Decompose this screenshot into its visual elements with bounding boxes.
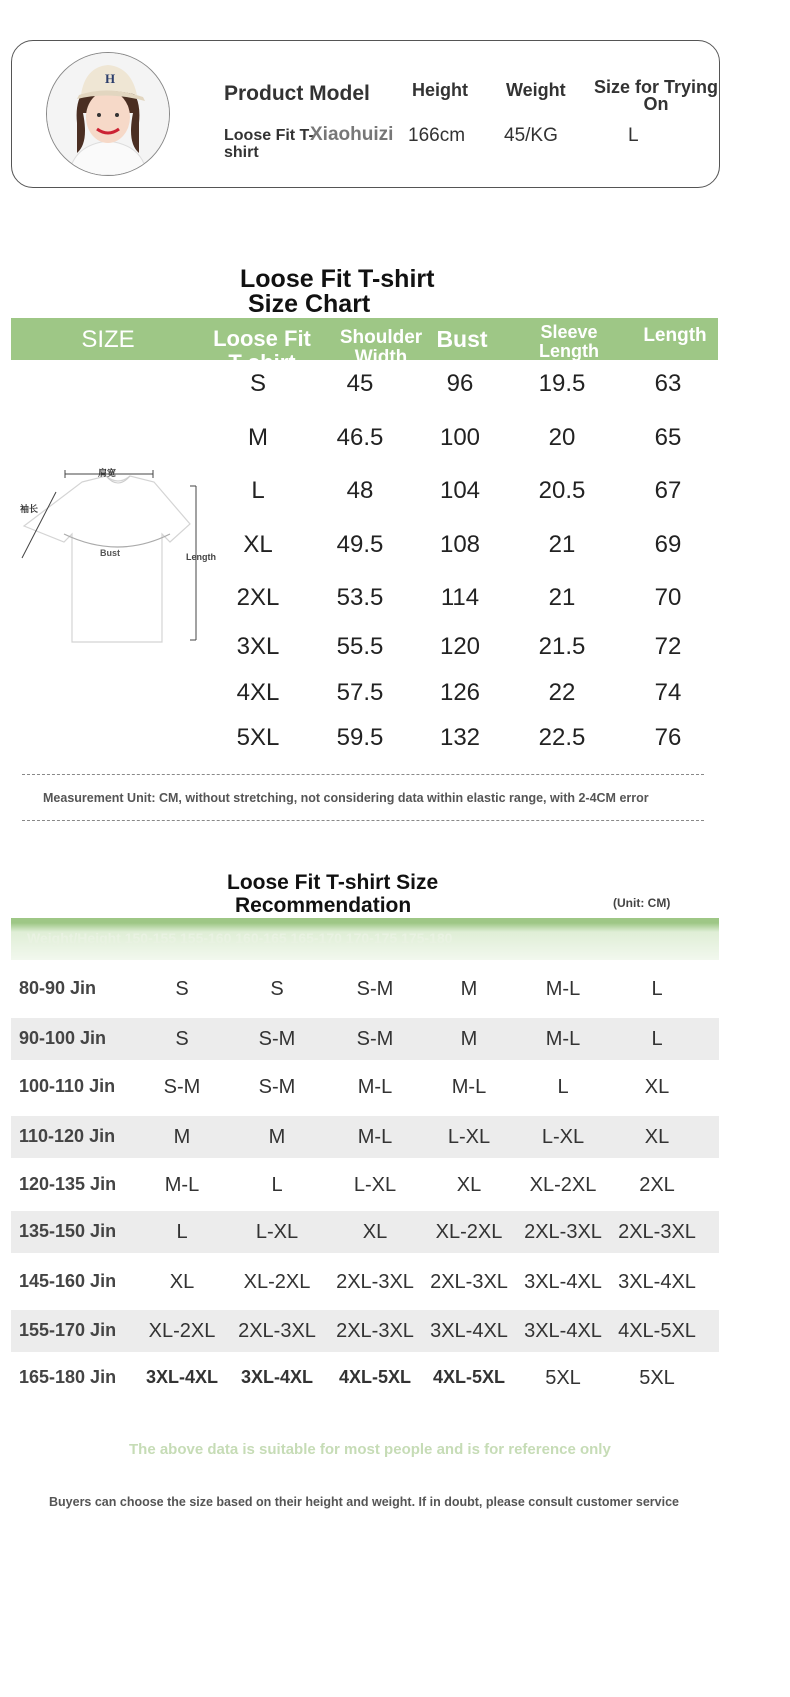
size-cell: S-M	[258, 1028, 296, 1050]
size-cell: M-L	[451, 1076, 487, 1098]
model-height-value: 166cm	[408, 125, 466, 146]
bust-label: Bust	[100, 548, 120, 558]
size-cell: M-L	[357, 1076, 393, 1098]
height-header: Height	[412, 80, 468, 100]
size-cell: 2XL	[236, 584, 280, 611]
size-cell: XL	[169, 1271, 195, 1293]
recommendation-title-line1: Loose Fit T-shirt Size	[227, 871, 439, 894]
recommendation-header-text: Weight/Height 150-155 155-160 160-165 165-170 170-175 175-180	[27, 930, 453, 946]
size-cell: 2XL-3XL	[524, 1221, 602, 1243]
size-cell: S	[175, 1028, 189, 1050]
size-cell: 3XL-4XL	[240, 1367, 314, 1387]
recommendation-header-bar	[11, 918, 719, 960]
size-cell: XL-2XL	[243, 1271, 311, 1293]
size-cell: XL-2XL	[529, 1174, 597, 1196]
measurement-note: Measurement Unit: CM, without stretching, not considering data within elastic range, with 2-4CM error	[43, 791, 649, 805]
bust-cell: 132	[439, 724, 481, 751]
size-cell: M-L	[357, 1126, 393, 1148]
bust-cell: 96	[446, 370, 474, 397]
shoulder-cell: 53.5	[336, 584, 384, 611]
shoulder-cell: 45	[346, 370, 374, 397]
size-cell: 3XL-4XL	[524, 1320, 602, 1342]
length-label: Length	[186, 552, 216, 562]
product-column-header: Loose Fit T-shirt	[213, 326, 311, 375]
recommendation-row	[11, 1261, 719, 1303]
size-cell: 2XL-3XL	[336, 1320, 414, 1342]
size-cell: S-M	[356, 978, 394, 1000]
recommendation-row	[11, 1357, 719, 1399]
size-cell: 3XL-4XL	[145, 1367, 219, 1387]
size-cell: 4XL-5XL	[338, 1367, 412, 1387]
sleeve-cell: 21	[548, 584, 576, 611]
shoulder-cell: 59.5	[336, 724, 384, 751]
size-cell: 3XL-4XL	[430, 1320, 508, 1342]
size-cell: M	[268, 1126, 286, 1148]
size-chart-title-line2: Size Chart	[248, 290, 371, 318]
size-cell: 3XL-4XL	[618, 1271, 696, 1293]
size-cell: 2XL-3XL	[238, 1320, 316, 1342]
bust-cell: 100	[439, 424, 481, 451]
model-weight-value: 45/KG	[504, 125, 558, 146]
size-cell: L-XL	[255, 1221, 299, 1243]
bust-cell: 120	[439, 633, 481, 660]
size-cell: M-L	[545, 1028, 581, 1050]
size-cell: 4XL-5XL	[432, 1367, 506, 1387]
recommendation-row	[11, 1116, 719, 1158]
size-cell: L	[557, 1076, 569, 1098]
recommendation-row	[11, 968, 719, 1010]
svg-text:H: H	[105, 71, 116, 86]
weight-range-cell: 100-110 Jin	[19, 1076, 116, 1096]
size-chart-title-line1: Loose Fit T-shirt	[240, 265, 435, 293]
sleeve-cell: 21	[548, 531, 576, 558]
size-cell: S	[249, 370, 266, 397]
bust-column-header: Bust	[436, 326, 488, 352]
sleeve-column-header: Sleeve Length	[539, 322, 599, 361]
length-cell: 70	[654, 584, 682, 611]
size-cell: XL	[644, 1126, 670, 1148]
size-cell: L	[271, 1174, 283, 1196]
size-cell: L	[651, 1028, 663, 1050]
size-cell: 4XL	[236, 679, 280, 706]
shoulder-cell: 46.5	[336, 424, 384, 451]
size-cell: S	[175, 978, 189, 1000]
sleeve-cell: 19.5	[538, 370, 586, 397]
size-cell: M	[460, 1028, 478, 1050]
product-model-header: Product Model	[224, 82, 370, 105]
size-cell: M-L	[164, 1174, 200, 1196]
shoulder-cell: 49.5	[336, 531, 384, 558]
size-cell: M	[460, 978, 478, 1000]
size-cell: 5XL	[545, 1367, 581, 1389]
weight-range-cell: 165-180 Jin	[19, 1367, 117, 1387]
recommendation-title-line2: Recommendation	[235, 894, 412, 917]
size-cell: XL	[243, 531, 273, 558]
length-cell: 72	[654, 633, 682, 660]
weight-range-cell: 155-170 Jin	[19, 1320, 117, 1340]
size-cell: M	[248, 424, 268, 451]
bust-cell: 104	[439, 477, 481, 504]
size-cell: L	[251, 477, 265, 504]
sleeve-cell: 20.5	[538, 477, 586, 504]
weight-range-cell: 145-160 Jin	[19, 1271, 117, 1291]
size-cell: 2XL	[639, 1174, 675, 1196]
divider	[22, 774, 704, 775]
sleeve-cell: 21.5	[538, 633, 586, 660]
size-cell: 3XL	[236, 633, 280, 660]
size-cell: XL	[644, 1076, 670, 1098]
sleeve-cell: 22	[548, 679, 576, 706]
shoulder-cell: 48	[346, 477, 374, 504]
size-chart-header-bar	[11, 318, 718, 375]
size-cell: L	[651, 978, 663, 1000]
weight-range-cell: 135-150 Jin	[19, 1221, 117, 1241]
divider	[22, 820, 704, 821]
recommendation-row	[11, 1164, 719, 1206]
size-cell: M	[173, 1126, 191, 1148]
weight-range-cell: 120-135 Jin	[19, 1174, 117, 1194]
bust-cell: 108	[439, 531, 481, 558]
weight-range-cell: 80-90 Jin	[19, 978, 97, 998]
size-trying-header: Size for Trying On	[593, 77, 719, 114]
size-cell: XL	[456, 1174, 482, 1196]
model-product-name: Loose Fit T-shirt	[224, 127, 314, 161]
recommendation-row	[11, 1018, 719, 1060]
sleeve-cell: 20	[548, 424, 576, 451]
size-cell: L-XL	[353, 1174, 397, 1196]
recommendation-row	[11, 1310, 719, 1352]
size-cell: S-M	[258, 1076, 296, 1098]
weight-range-cell: 90-100 Jin	[19, 1028, 107, 1048]
model-avatar	[46, 52, 170, 176]
shoulder-column-header: Shoulder Width	[339, 327, 423, 368]
length-cell: 76	[654, 724, 682, 751]
size-cell: L	[176, 1221, 188, 1243]
size-cell: 2XL-3XL	[336, 1271, 414, 1293]
bust-cell: 126	[439, 679, 481, 706]
size-cell: 2XL-3XL	[618, 1221, 696, 1243]
size-cell: M-L	[545, 978, 581, 1000]
length-cell: 65	[654, 424, 682, 451]
length-column-header: Length	[643, 325, 707, 346]
shoulder-cell: 55.5	[336, 633, 384, 660]
size-cell: S-M	[163, 1076, 201, 1098]
sleeve-cell: 22.5	[538, 724, 586, 751]
size-cell: S-M	[356, 1028, 394, 1050]
unit-label: (Unit: CM)	[613, 896, 671, 910]
bust-cell: 114	[440, 584, 480, 611]
model-size-value: L	[628, 125, 639, 146]
consult-note: Buyers can choose the size based on their height and weight. If in doubt, please consult customer service	[49, 1495, 680, 1509]
model-name: Xiaohuizi	[310, 124, 394, 145]
size-cell: 5XL	[236, 724, 280, 751]
recommendation-row	[11, 1066, 719, 1108]
sleeve-label: 袖长	[20, 504, 39, 514]
length-cell: 69	[654, 531, 682, 558]
length-cell: 63	[654, 370, 682, 397]
size-cell: 3XL-4XL	[524, 1271, 602, 1293]
size-cell: L-XL	[541, 1126, 585, 1148]
size-cell: 4XL-5XL	[618, 1320, 696, 1342]
size-column-header: SIZE	[81, 326, 135, 353]
shoulder-label: 肩宽	[98, 468, 117, 478]
size-cell: XL	[362, 1221, 388, 1243]
size-cell: S	[270, 978, 284, 1000]
weight-header: Weight	[506, 80, 566, 100]
length-cell: 67	[654, 477, 682, 504]
size-cell: XL-2XL	[148, 1320, 216, 1342]
size-cell: 5XL	[639, 1367, 675, 1389]
recommendation-row	[11, 1211, 719, 1253]
reference-note: The above data is suitable for most people and is for reference only	[129, 1441, 611, 1458]
size-cell: 2XL-3XL	[430, 1271, 508, 1293]
weight-range-cell: 110-120 Jin	[19, 1126, 116, 1146]
size-cell: XL-2XL	[435, 1221, 503, 1243]
size-cell: L-XL	[447, 1126, 491, 1148]
length-cell: 74	[654, 679, 682, 706]
shoulder-cell: 57.5	[336, 679, 384, 706]
